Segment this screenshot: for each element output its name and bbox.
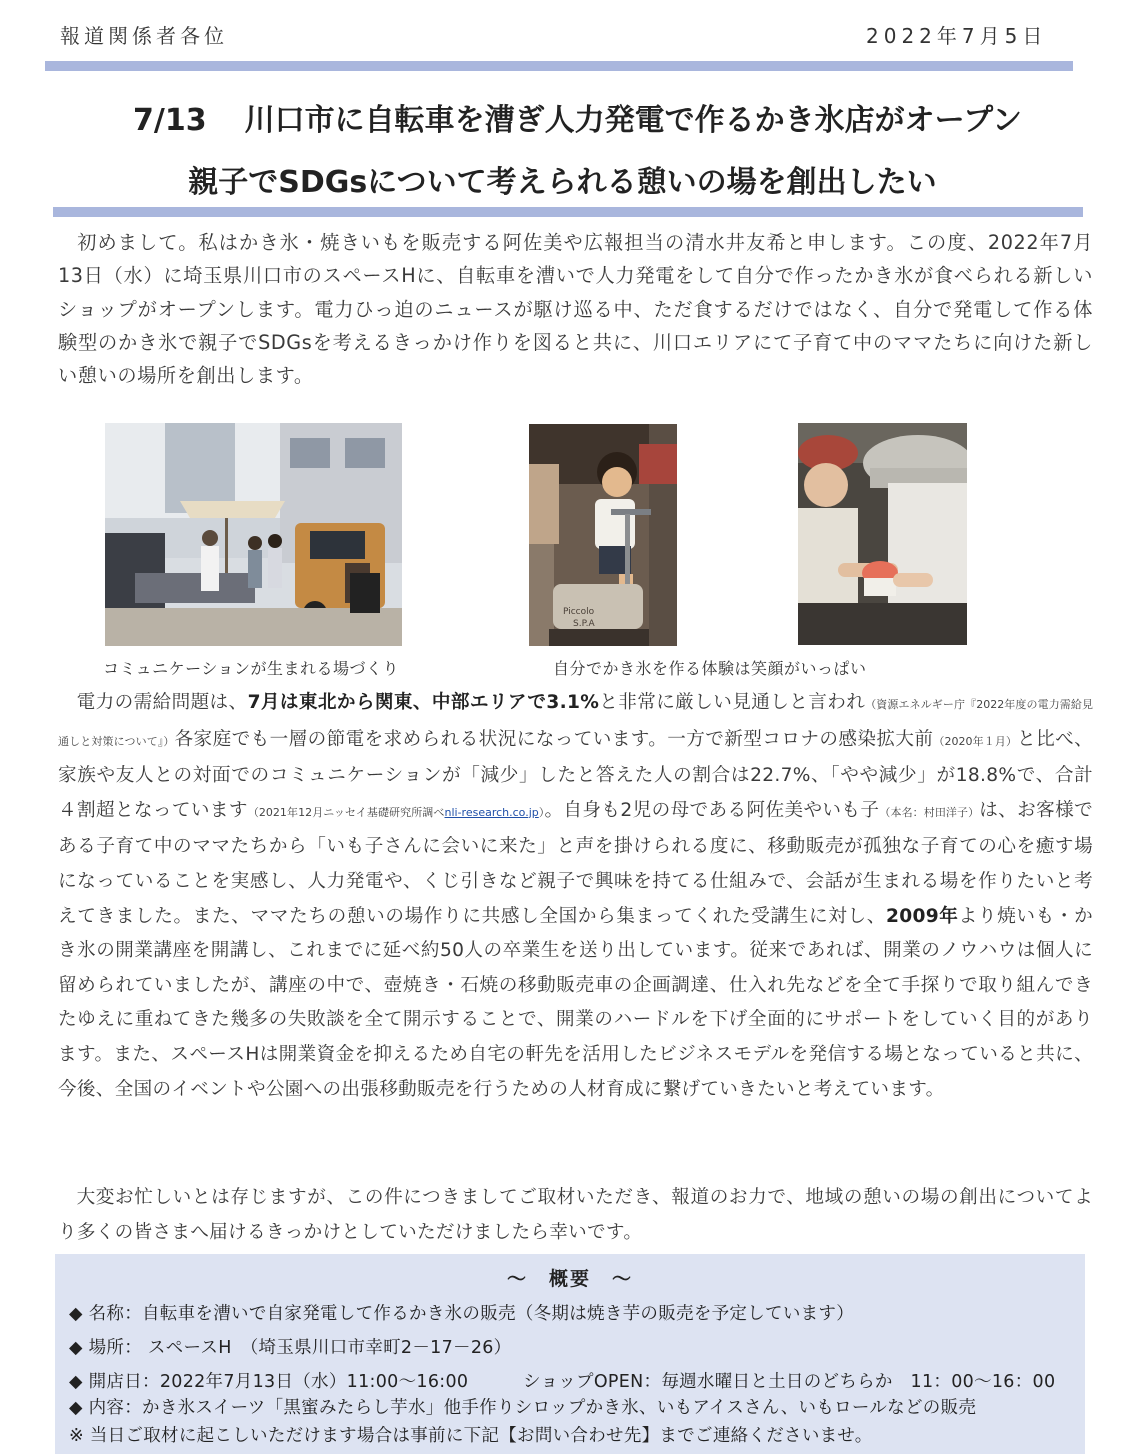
- body-seg-a: 電力の需給問題は、: [76, 692, 248, 713]
- nli-research-link[interactable]: nli-research.co.jp: [444, 805, 539, 819]
- shaved-ice-illustration: [798, 423, 967, 645]
- headline-text: 川口市に自転車を漕ぎ人力発電で作るかき氷店がオープン: [244, 103, 1022, 138]
- summary-heading: ～ 概要 ～: [506, 1268, 633, 1290]
- headline-date: 7/13: [133, 103, 207, 138]
- bike-plate-1: Piccolo: [563, 607, 595, 617]
- summary-content: ◆ 内容：かき氷スイーツ「黒蜜みたらし芋水」他手作りシロップかき氷、いもアイスさん、いもロールなどの販売: [69, 1398, 977, 1418]
- caption-left: コミュニケーションが生まれる場づくり: [103, 659, 400, 678]
- shaved-ice-photo: [798, 423, 967, 645]
- body-highlight-forecast: 7月は東北から関東、中部エリアで3.1%: [247, 692, 600, 713]
- summary-place: ◆ 場所： スペースH （埼玉県川口市幸町2－17－26）: [69, 1338, 512, 1358]
- closing-paragraph: 大変お忙しいとは存じますが、この件につきましてご取材いただき、報道のお力で、地域の憩いの場の創出についてより多くの皆さまへ届けるきっかけとしていただけましたら幸いです。: [58, 1187, 1093, 1243]
- market-photo: [105, 423, 402, 646]
- summary-hours: ショップOPEN：毎週水曜日と土日のどちらか 11：00～16：00: [523, 1372, 1056, 1392]
- bike-plate-2: S.P.A: [573, 619, 595, 629]
- headline-2: 親子でSDGsについて考えられる憩いの場を創出したい: [188, 165, 937, 200]
- summary-note: ※ 当日ご取材に起こしいただけます場合は事前に下記【お問い合わせ先】までご連絡くださいませ。: [69, 1426, 873, 1446]
- release-date: 2022年7月5日: [866, 24, 1048, 48]
- body-seg-i: より焼いも・かき氷の開業講座を開講し、これまでに延べ約50人の卒業生を送り出しています。従来であれば、開業のノウハウは個人に留められていましたが、講座の中で、壺焼き・石焼の移動販売車の企画調達、仕入れ先などを全て手探りで取り組んできたゆえに重ねてきた幾多の失敗談を全て開示することで、開業のハードルを下げ全面的にサポートをしていく目的があります。また、スペースHは開業資金を抑えるため自宅の軒先を活用したビジネスモデルを発信する場となっていると共に、今後、全国のイベントや公園への出張移動販売を行うための人材育成に繋げていきたいと考えています。: [58, 905, 1093, 1100]
- market-illustration: [105, 423, 402, 646]
- source-note-3-end: ）: [538, 805, 545, 819]
- body-highlight-year: 2009年: [885, 905, 959, 927]
- recipient-line: 報道関係者各位: [60, 24, 228, 48]
- source-note-1: （資源エネルギー庁『2022年度の電力需給見通しと対策について』）: [58, 698, 1093, 748]
- source-note-2: （2020年１月）: [933, 734, 1018, 748]
- title-rule: [53, 207, 1083, 217]
- child-bike-illustration: [529, 424, 677, 646]
- caption-right: 自分でかき氷を作る体験は笑顔がいっぱい: [553, 659, 867, 678]
- source-note-3: [248, 806, 545, 819]
- source-note-4: （本名：村田洋子）: [879, 805, 980, 819]
- headline-1: [0, 95, 1125, 139]
- top-rule: [45, 61, 1073, 71]
- body-seg-e: と比べ、家族や友人との対面でのコミュニケーションが「減少」したと答えた人の割合は22.7%、「やや減少」が18.8%で、合計４割超となっています: [58, 728, 1094, 821]
- body-seg-c: と非常に厳しい見通しと言われ: [599, 692, 866, 713]
- child-bike-photo: [529, 424, 677, 646]
- body-seg-d: 各家庭でも一層の節電を求められる状況になっています。一方で新型コロナの感染拡大前: [174, 728, 934, 750]
- summary-box: [55, 1254, 1085, 1454]
- body-paragraph: [58, 686, 1093, 1107]
- summary-name: ◆ 名称：自転車を漕いで自家発電して作るかき氷の販売（冬期は焼き芋の販売を予定しています）: [69, 1304, 855, 1324]
- body-seg-f: 。自身も2児の母である阿佐美やいも子: [544, 799, 880, 821]
- summary-open-date: ◆ 開店日：2022年7月13日（水）11:00～16:00: [69, 1372, 469, 1392]
- body-seg-g: は、お客様である子育て中のママたちから「いも子さんに会いに来た」と声を掛けられる度に、移動販売が孤独な子育ての心を癒す場になっていることを実感し、人力発電や、くじ引きなど親子で興味を持てる仕組みで、会話が生まれる場を作りたいと考えてきました。また、ママたちの憩いの場作りに共感し全国から集まってくれた受講生に対し、: [58, 799, 1094, 927]
- intro-paragraph: 初めまして。私はかき氷・焼きいもを販売する阿佐美や広報担当の清水井友希と申します。この度、2022年7月13日（水）に埼玉県川口市のスペースHに、自転車を漕いで人力発電をして自分で作ったかき氷が食べられる新しいショップがオープンします。電力ひっ迫のニュースが駆け巡る中、ただ食するだけではなく、自分で発電して作る体験型のかき氷で親子でSDGsを考えるきっかけ作りを図ると共に、川口エリアにて子育て中のママたちに向けた新しい憩いの場所を創出します。: [58, 231, 1093, 388]
- source-note-3-text: （2021年12月ニッセイ基礎研究所調べ: [247, 805, 445, 819]
